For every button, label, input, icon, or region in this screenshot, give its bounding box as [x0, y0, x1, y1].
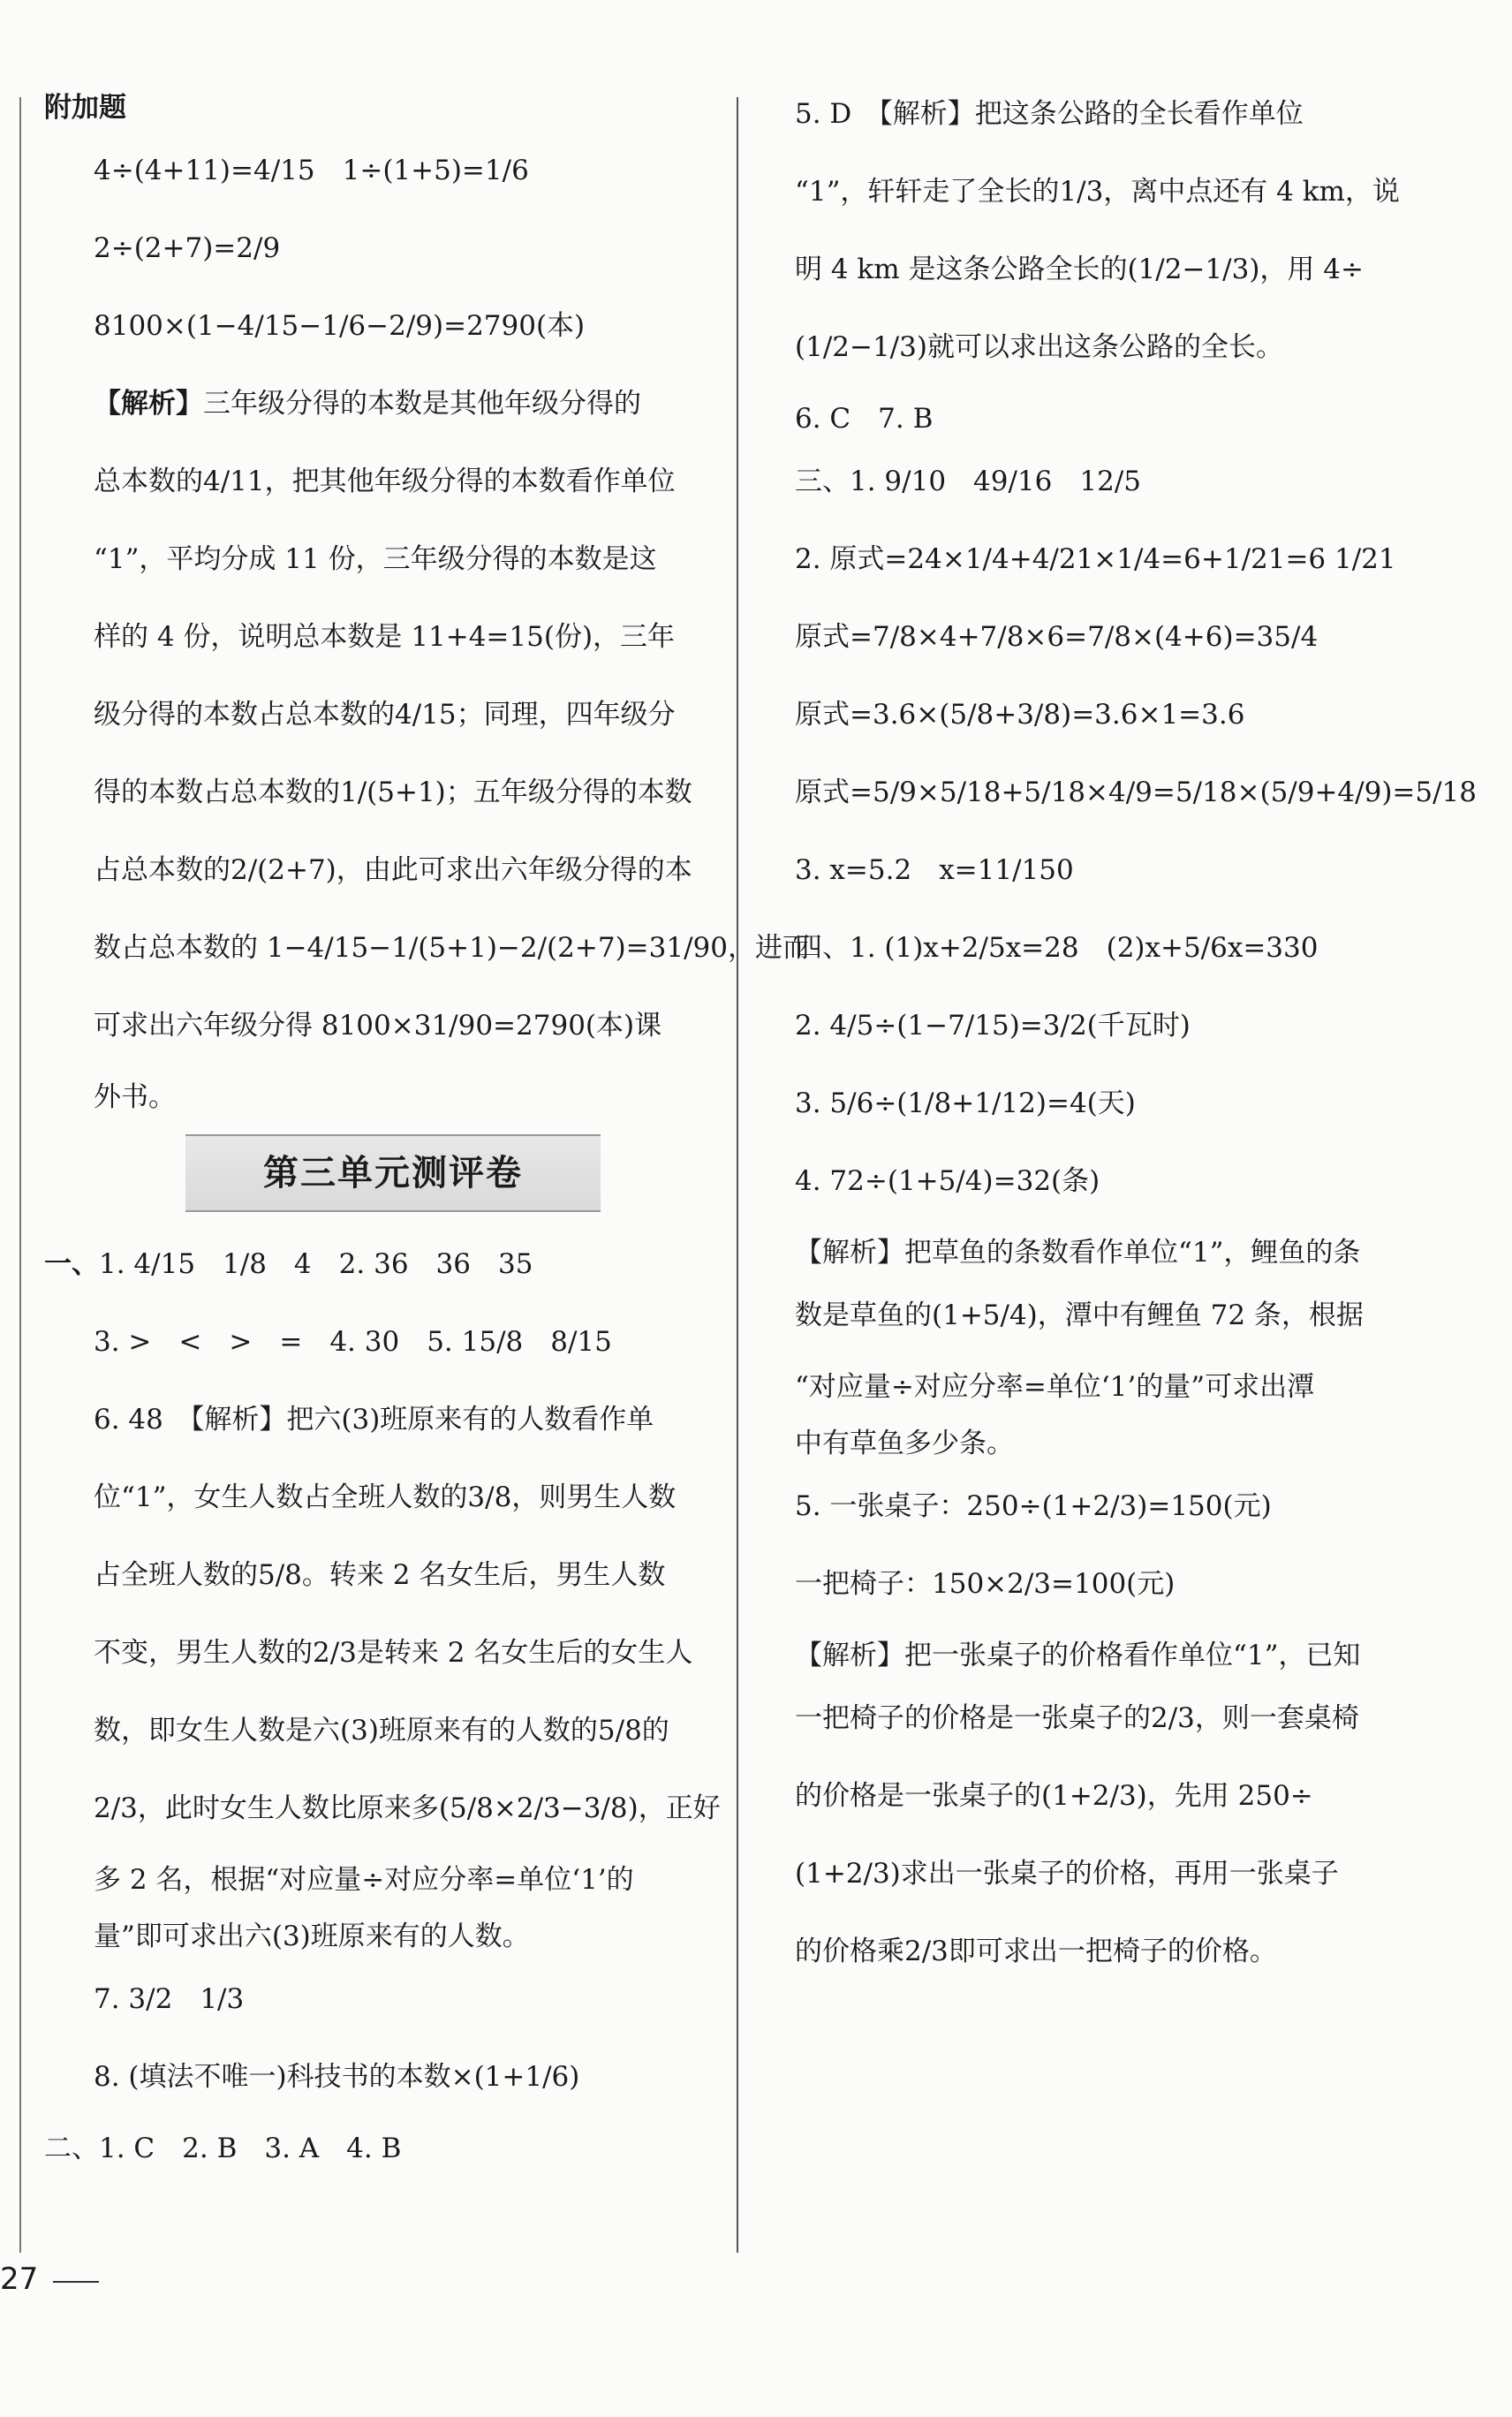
q5-line-3: 明 4 km 是这条公路全长的(1/2−1/3)，用 4÷: [795, 254, 1364, 285]
q5b-analysis-line-2: 一把椅子的价格是一张桌子的2/3，则一套桌椅: [795, 1702, 1359, 1734]
extra-analysis-line-4: 样的 4 份，说明总本数是 11+4=15(份)，三年: [94, 621, 676, 653]
extra-analysis-line-10: 外书。: [94, 1081, 176, 1113]
q5-line-1: 5. D 【解析】把这条公路的全长看作单位: [795, 98, 1304, 130]
q6-line-2: 位“1”，女生人数占全班人数的3/8，则男生人数: [94, 1481, 677, 1513]
section2: 二、1. C 2. B 3. A 4. B: [44, 2133, 402, 2164]
extra-line-3: 8100×(1−4/15−1/6−2/9)=2790(本): [94, 310, 586, 342]
section3-q2-line-1: 2. 原式=24×1/4+4/21×1/4=6+1/21=6 1/21: [795, 543, 1396, 575]
section4-q5-line-2: 一把椅子：150×2/3=100(元): [795, 1568, 1176, 1600]
q6-line-6: 2/3，此时女生人数比原来多(5/8×2/3−3/8)，正好: [94, 1792, 721, 1824]
extra-analysis-line-8: 数占总本数的 1−4/15−1/(5+1)−2/(2+7)=31/90，进而: [94, 932, 810, 964]
q5-line-4: (1/2−1/3)就可以求出这条公路的全长。: [795, 331, 1283, 363]
q4-analysis-line-2: 数是草鱼的(1+5/4)，潭中有鲤鱼 72 条，根据: [795, 1299, 1364, 1331]
q6-line-1: 6. 48 【解析】把六(3)班原来有的人数看作单: [94, 1404, 654, 1436]
q6-line-5: 数，即女生人数是六(3)班原来有的人数的5/8的: [94, 1715, 669, 1746]
q4-analysis-line-4: 中有草鱼多少条。: [795, 1428, 1014, 1459]
page-number-rule: [53, 2281, 99, 2283]
section1-q3: 3. > < > = 4. 30 5. 15/8 8/15: [94, 1326, 612, 1358]
q5b-analysis-line-4: (1+2/3)求出一张桌子的价格，再用一张桌子: [795, 1858, 1339, 1890]
q4-analysis-line-3: “对应量÷对应分率=单位‘1’的量”可求出潭: [795, 1371, 1315, 1403]
extra-analysis-line-2: 总本数的4/11，把其他年级分得的本数看作单位: [94, 466, 676, 497]
section1-q1-text: 1. 4/15 1/8 4 2. 36 36 35: [99, 1248, 533, 1280]
section1-q1: [44, 1239, 715, 1290]
extra-analysis-line-7: 占总本数的2/(2+7)，由此可求出六年级分得的本: [94, 854, 692, 886]
section3-q2-line-2: 原式=7/8×4+7/8×6=7/8×(4+6)=35/4: [795, 621, 1319, 653]
q6-q7: 6. C 7. B: [795, 403, 934, 435]
extra-title: 附加题: [44, 92, 126, 124]
extra-analysis-line-6: 得的本数占总本数的1/(5+1)；五年级分得的本数: [94, 777, 692, 808]
extra-analysis-line-9: 可求出六年级分得 8100×31/90=2790(本)课: [94, 1010, 662, 1042]
section4-q3: 3. 5/6÷(1/8+1/12)=4(天): [795, 1087, 1136, 1119]
q6-line-4: 不变，男生人数的2/3是转来 2 名女生后的女生人: [94, 1637, 693, 1669]
section4-q1: 四、1. (1)x+2/5x=28 (2)x+5/6x=330: [795, 932, 1319, 964]
q5b-analysis-line-3: 的价格是一张桌子的(1+2/3)，先用 250÷: [795, 1780, 1313, 1812]
section3-q3: 3. x=5.2 x=11/150: [795, 854, 1074, 886]
analysis-tag: 【解析】: [94, 388, 203, 420]
section4-q2: 2. 4/5÷(1−7/15)=3/2(千瓦时): [795, 1010, 1191, 1042]
q4-analysis-line-1: 【解析】把草鱼的条数看作单位“1”，鲤鱼的条: [795, 1237, 1361, 1269]
unit-heading: 第三单元测评卷: [185, 1134, 601, 1212]
q6-line-7: 多 2 名，根据“对应量÷对应分率=单位‘1’的: [94, 1864, 634, 1896]
right-column: [795, 88, 1478, 2004]
extra-line-2: 2÷(2+7)=2/9: [94, 232, 281, 264]
section4-q5-line-1: 5. 一张桌子：250÷(1+2/3)=150(元): [795, 1490, 1272, 1522]
section1-label: 一、: [44, 1248, 99, 1280]
section3-q2-line-4: 原式=5/9×5/18+5/18×4/9=5/18×(5/9+4/9)=5/18: [795, 777, 1478, 808]
q5b-analysis-line-5: 的价格乘2/3即可求出一把椅子的价格。: [795, 1936, 1277, 1967]
q5b-analysis-line-1: 【解析】把一张桌子的价格看作单位“1”，已知: [795, 1640, 1361, 1671]
extra-analysis-line-3: “1”，平均分成 11 份，三年级分得的本数是这: [94, 543, 657, 575]
q5-line-2: “1”，轩轩走了全长的1/3，离中点还有 4 km，说: [795, 176, 1400, 208]
q6-line-3: 占全班人数的5/8。转来 2 名女生后，男生人数: [94, 1559, 666, 1591]
left-margin-rule: [19, 97, 21, 2253]
extra-analysis-line-1: [44, 378, 715, 429]
page-number: 27: [0, 2262, 39, 2297]
extra-analysis-line-5: 级分得的本数占总本数的4/15；同理，四年级分: [94, 699, 676, 731]
q6-line-8: 量”即可求出六(3)班原来有的人数。: [94, 1921, 530, 1952]
left-column: [44, 88, 810, 2186]
section4-q4: 4. 72÷(1+5/4)=32(条): [795, 1165, 1100, 1197]
section3-q1: 三、1. 9/10 49/16 12/5: [795, 466, 1141, 497]
analysis-text: 三年级分得的本数是其他年级分得的: [203, 388, 641, 420]
section3-q2-line-3: 原式=3.6×(5/8+3/8)=3.6×1=3.6: [795, 699, 1245, 731]
column-divider: [737, 97, 738, 2253]
extra-line-1: 4÷(4+11)=4/15 1÷(1+5)=1/6: [94, 155, 529, 186]
q7: 7. 3/2 1/3: [94, 1983, 245, 2015]
q8: 8. (填法不唯一)科技书的本数×(1+1/6): [94, 2061, 580, 2093]
